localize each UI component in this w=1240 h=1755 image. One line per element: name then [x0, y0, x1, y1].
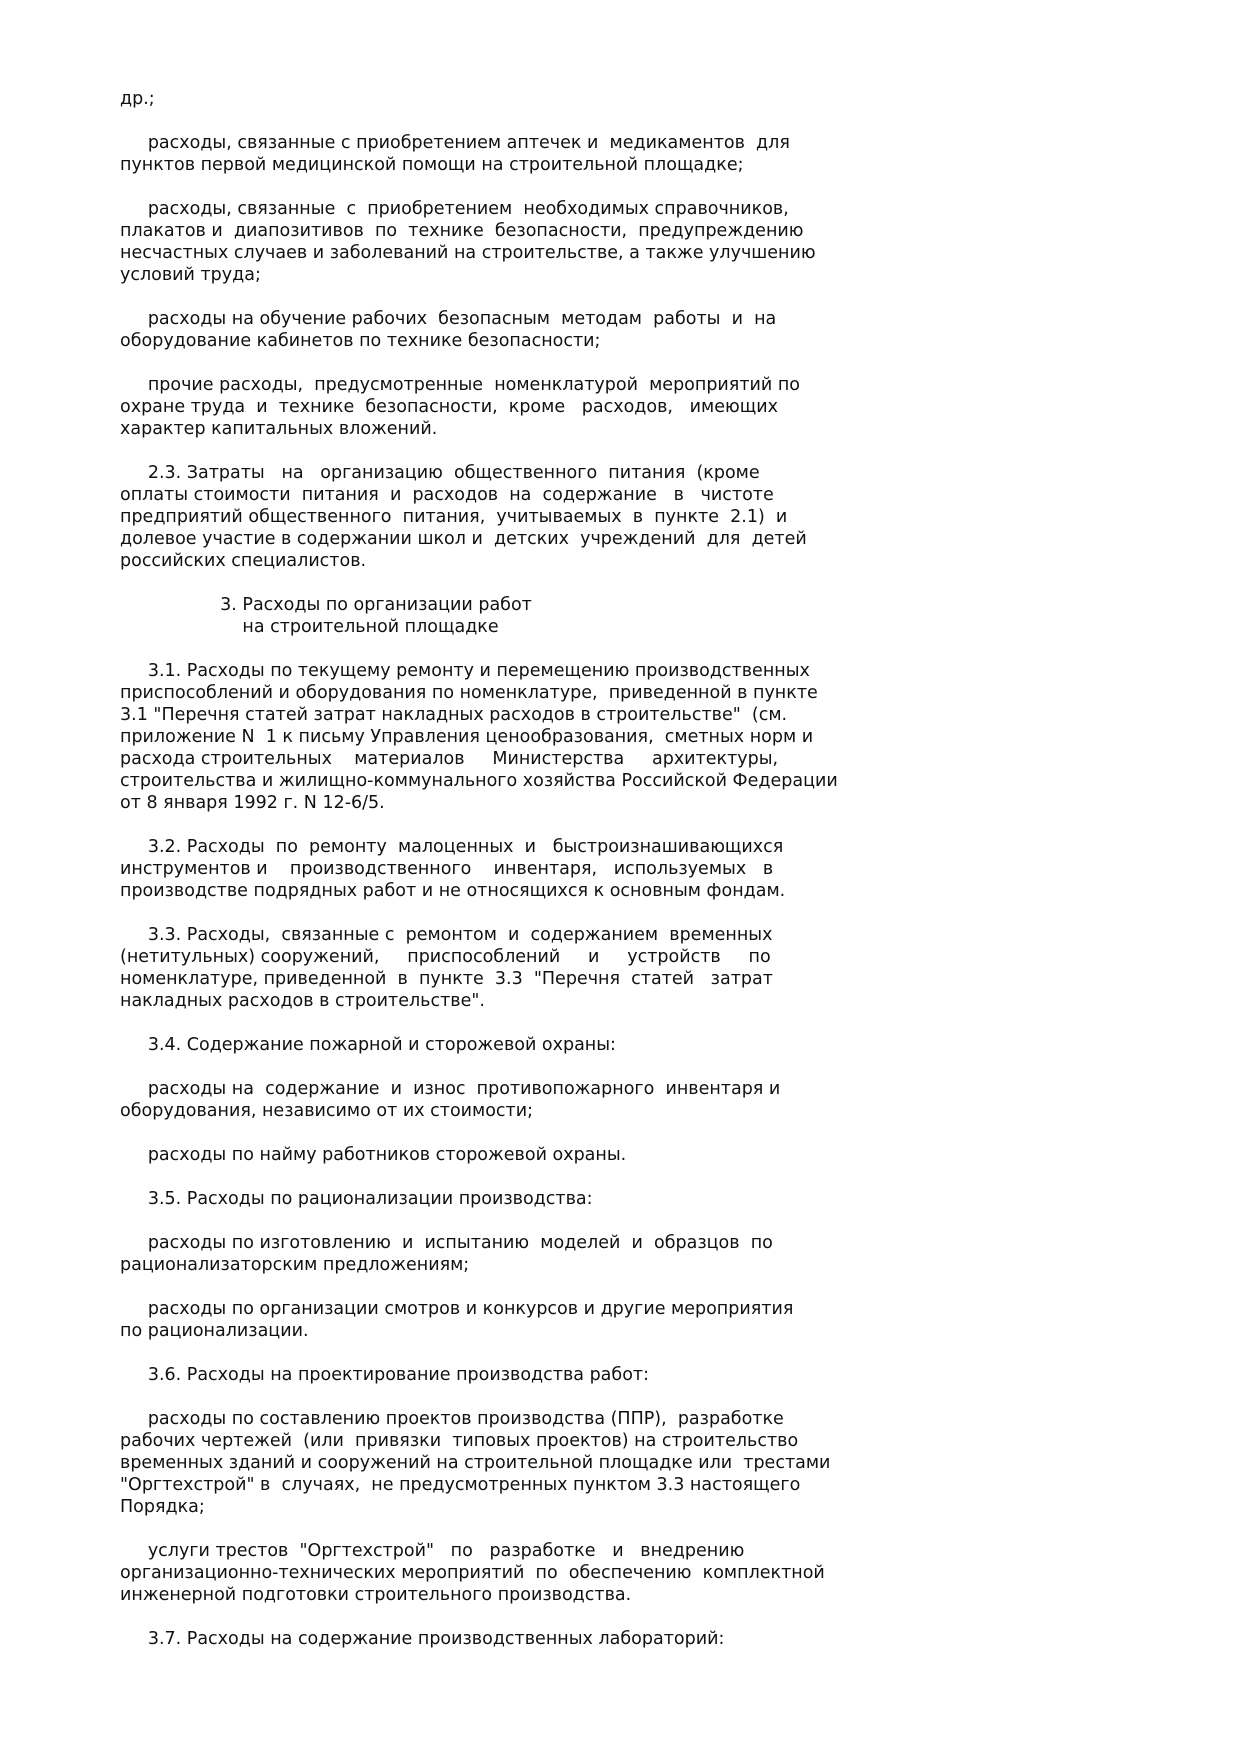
text-line: плакатов и диапозитивов по технике безопасности, предупреждению	[120, 221, 804, 241]
text-line: оборудования, независимо от их стоимости;	[120, 1101, 534, 1121]
text-line: расходы по организации смотров и конкурсов и другие мероприятия	[120, 1299, 794, 1319]
heading-line: на строительной площадке	[120, 617, 499, 637]
text-line: характер капитальных вложений.	[120, 419, 438, 439]
text-line: 3.4. Содержание пожарной и сторожевой охраны:	[120, 1035, 616, 1055]
section-heading-3	[120, 594, 1120, 638]
paragraph	[120, 132, 1120, 176]
text-line: накладных расходов в строительстве".	[120, 991, 485, 1011]
text-line: 2.3. Затраты на организацию общественного питания (кроме	[120, 463, 760, 483]
text-line: оплаты стоимости питания и расходов на содержание в чистоте	[120, 485, 774, 505]
text-line: услуги трестов "Оргтехстрой" по разработке и внедрению	[120, 1541, 745, 1561]
paragraph	[120, 1232, 1120, 1276]
text-line: расходы по найму работников сторожевой охраны.	[120, 1145, 627, 1165]
text-line: организационно-технических мероприятий по обеспечению комплектной	[120, 1563, 825, 1583]
text-line: оборудование кабинетов по технике безопасности;	[120, 331, 601, 351]
text-line: 3.1 "Перечня статей затрат накладных расходов в строительстве" (см.	[120, 705, 788, 725]
paragraph	[120, 1078, 1120, 1122]
text-line: пунктов первой медицинской помощи на строительной площадке;	[120, 155, 744, 175]
text-line: 3.6. Расходы на проектирование производства работ:	[120, 1365, 649, 1385]
text-line: номенклатуре, приведенной в пункте 3.3 "Перечня статей затрат	[120, 969, 773, 989]
text-line: временных зданий и сооружений на строительной площадке или трестами	[120, 1453, 831, 1473]
document-page	[120, 88, 1120, 1672]
text-line: производстве подрядных работ и не относящихся к основным фондам.	[120, 881, 786, 901]
paragraph-3-6	[120, 1364, 1120, 1386]
text-line: расходы, связанные с приобретением аптечек и медикаментов для	[120, 133, 790, 153]
text-line: охране труда и технике безопасности, кроме расходов, имеющих	[120, 397, 778, 417]
paragraph-3-5	[120, 1188, 1120, 1210]
paragraph-3-2	[120, 836, 1120, 902]
text-line: (нетитульных) сооружений, приспособлений и устройств по	[120, 947, 771, 967]
paragraph	[120, 308, 1120, 352]
paragraph	[120, 1298, 1120, 1342]
text-line: "Оргтехстрой" в случаях, не предусмотренных пунктом 3.3 настоящего	[120, 1475, 801, 1495]
paragraph-2-3	[120, 462, 1120, 572]
text-line: расходы по составлению проектов производства (ППР), разработке	[120, 1409, 784, 1429]
paragraph-3-7	[120, 1628, 1120, 1650]
text-line: расходы на обучение рабочих безопасным методам работы и на	[120, 309, 777, 329]
text-line: рабочих чертежей (или привязки типовых проектов) на строительство	[120, 1431, 799, 1451]
paragraph-3-4	[120, 1034, 1120, 1056]
text-line: приложение N 1 к письму Управления ценообразования, сметных норм и	[120, 727, 814, 747]
text-line: расхода строительных материалов Министерства архитектуры,	[120, 749, 779, 769]
text-line: 3.1. Расходы по текущему ремонту и перемещению производственных	[120, 661, 810, 681]
paragraph	[120, 198, 1120, 286]
text-line: 3.3. Расходы, связанные с ремонтом и содержанием временных	[120, 925, 773, 945]
text-line: строительства и жилищно-коммунального хозяйства Российской Федерации	[120, 771, 838, 791]
paragraph	[120, 374, 1120, 440]
text-line: по рационализации.	[120, 1321, 309, 1341]
text-line: 3.2. Расходы по ремонту малоценных и быстроизнашивающихся	[120, 837, 784, 857]
paragraph-3-1	[120, 660, 1120, 814]
text-line: российских специалистов.	[120, 551, 367, 571]
text-line: 3.5. Расходы по рационализации производства:	[120, 1189, 593, 1209]
paragraph	[120, 1144, 1120, 1166]
paragraph-3-3	[120, 924, 1120, 1012]
text-line: прочие расходы, предусмотренные номенклатурой мероприятий по	[120, 375, 800, 395]
text-line: Порядка;	[120, 1497, 205, 1517]
text-line: расходы по изготовлению и испытанию моделей и образцов по	[120, 1233, 773, 1253]
text-line: инженерной подготовки строительного производства.	[120, 1585, 632, 1605]
text-line: долевое участие в содержании школ и детских учреждений для детей	[120, 529, 807, 549]
text-line: условий труда;	[120, 265, 261, 285]
text-line: др.;	[120, 89, 155, 109]
text-line: расходы, связанные с приобретением необходимых справочников,	[120, 199, 789, 219]
text-line: предприятий общественного питания, учитываемых в пункте 2.1) и	[120, 507, 788, 527]
paragraph	[120, 88, 1120, 110]
text-line: 3.7. Расходы на содержание производственных лабораторий:	[120, 1629, 725, 1649]
paragraph	[120, 1408, 1120, 1518]
text-line: рационализаторским предложениям;	[120, 1255, 470, 1275]
text-line: расходы на содержание и износ противопожарного инвентаря и	[120, 1079, 781, 1099]
text-line: от 8 января 1992 г. N 12-6/5.	[120, 793, 385, 813]
text-line: инструментов и производственного инвентаря, используемых в	[120, 859, 774, 879]
text-line: несчастных случаев и заболеваний на строительстве, а также улучшению	[120, 243, 816, 263]
heading-line: 3. Расходы по организации работ	[120, 595, 532, 615]
text-line: приспособлений и оборудования по номенклатуре, приведенной в пункте	[120, 683, 818, 703]
paragraph	[120, 1540, 1120, 1606]
